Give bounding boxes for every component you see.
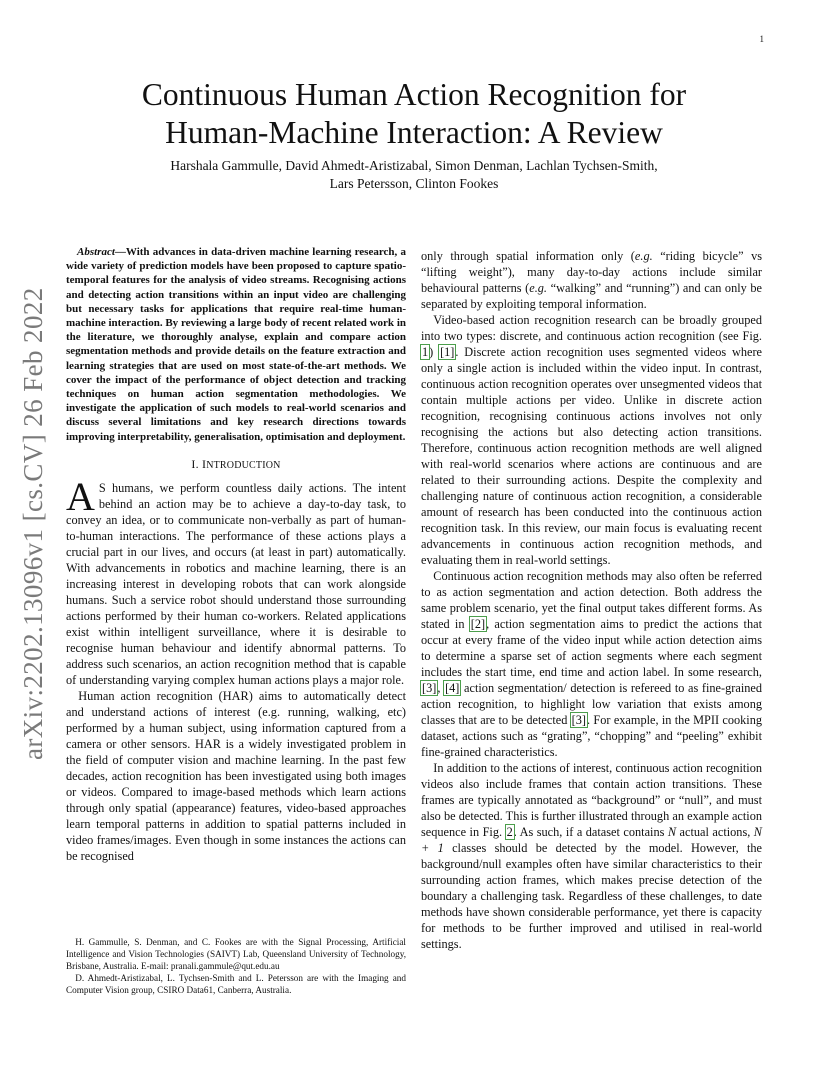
text-run: “riding bicycle” vs “lifting weight”), many day-to-day actions include similar behavioural patterns ( (421, 249, 762, 295)
intro-paragraph-1 (66, 473, 406, 688)
text-run-italic: e.g. (529, 281, 548, 295)
text-run: , (437, 681, 445, 695)
text-run: actual actions, (676, 825, 754, 839)
text-run: “walking” and “running”) and can only be separated by exploiting temporal information. (421, 281, 762, 311)
abstract-text: —With advances in data-driven machine learning research, a wide variety of prediction models have been proposed to capture spatio-temporal features for the analysis of video streams. Recognising actions and detecting action transitions within an input video are challenging but necessary tasks for applications that require real-time human-machine interaction. By reviewing a large body of recent related work in the literature, we thoroughly analyse, explain and compare action segmentation methods and provide details on the feature extraction and learning strategies that are used on most state-of-the-art methods. We cover the impact of the performance of object detection and tracking techniques on human action segmentation methodologies. We investigate the application of such models to real-world scenarios and discuss several limitations and key research directions towards improving interpretability, generalisation, optimisation and deployment. (66, 246, 406, 443)
text-run: only through spatial information only ( (421, 249, 635, 263)
text-run-italic: e.g. (634, 249, 653, 263)
abstract-lead: Abstract (77, 246, 115, 258)
text-run: action segmentation/ detection is refereed to as fine-grained action recognition, to highlight low variation that exists among classes that are to be detected (421, 681, 762, 727)
drop-cap: A (66, 473, 95, 519)
right-paragraph-4 (421, 760, 762, 952)
section-number: I. (191, 456, 199, 471)
right-paragraph-1 (421, 248, 762, 312)
citation-3-link[interactable]: [3] (422, 681, 437, 695)
intro-paragraph-2: Human action recognition (HAR) aims to automatically detect and understand actions of interest (e.g. running, walking, etc) performed by a human subject, using information captured from a camera or other sensors. HAR is a widely investigated problem in the field of computer vision and machine learning. In the past few decades, action recognition has been investigated using both images or videos. Compared to image-based methods which learn actions through only spatial (appearance) features, video-based approaches learn temporal patterns in addition to spatial patterns included in video frames/images. Even though in some instances the actions can be recognised (66, 688, 406, 863)
title-line-2: Human-Machine Interaction: A Review (165, 115, 663, 150)
author-list (80, 157, 748, 193)
footnote-affiliation-1: H. Gammulle, S. Denman, and C. Fookes are with the Signal Processing, Artificial Intelligence and Vision Technologies (SAIVT) Lab, Queensland University of Technology, Brisbane, Australia. E-mail: pranali.gammule@qut.edu.au (66, 937, 406, 971)
citation-2-link[interactable]: [2] (470, 617, 486, 631)
math-expression: N + 1 (421, 825, 762, 855)
abstract (66, 245, 406, 444)
title-line-1: Continuous Human Action Recognition for (141, 77, 687, 112)
math-variable: N (667, 825, 677, 839)
text-run: In addition to the actions of interest, continuous action recognition videos also include frames that contain action transitions. These frames are typically annotated as “background” or “null”, and must also be detected. This is further illustrated through an example action sequence in Fig. (421, 761, 762, 839)
figure-1-link[interactable]: 1 (422, 345, 429, 359)
text-run: classes should be detected by the model. However, the background/null examples often have similar characteristics to their surrounding action frames, which makes precise detection of the boundary a challenging task. Regardless of these challenges, to date methods have shown considerable performance, yet there is capacity for methods to be further improved and utilised in real-world settings. (421, 841, 762, 951)
citation-4-link[interactable]: [4] (445, 681, 460, 695)
right-paragraph-2 (421, 312, 762, 568)
section-title-rest: NTRODUCTION (206, 459, 281, 471)
authors-line-1: Harshala Gammulle, David Ahmedt-Aristizabal, Simon Denman, Lachlan Tychsen-Smith, (170, 158, 658, 173)
text-run: ) (429, 345, 440, 359)
text-run: Video-based action recognition research can be broadly grouped into two types: discrete, and continuous action recognition (see Fig. (421, 313, 762, 343)
citation-1-link[interactable]: [1] (440, 345, 455, 359)
page-number: 1 (759, 34, 764, 44)
text-run: . Discrete action recognition uses segmented videos where only a single action is included within the video input. In contrast, continuous action recognition operates over unsegmented videos that contain multiple actions per video. Unlike in discrete action recognition, recognising continuous actions involves not only recognising the actions but also detecting action transitions. Therefore, continuous action recognition methods are well aligned with real-world scenarios where actions are continuous and are related to their surrounding actions. Despite the complexity and challenging nature of continuous action recognition, a considerable amount of research has been conducted into the continuous action recognition task. In this review, our main focus is evaluating recent advancements in continuous action recognition methods, and evaluating them in real-world settings. (421, 345, 762, 567)
citation-3-link-repeat[interactable]: [3] (571, 713, 587, 727)
right-column (421, 248, 762, 952)
footnote-affiliation-2: D. Ahmedt-Aristizabal, L. Tychsen-Smith and L. Petersson are with the Imaging and Computer Vision group, CSIRO Data61, Canberra, Australia. (66, 973, 406, 995)
authors-line-2: Lars Petersson, Clinton Fookes (329, 176, 499, 191)
right-paragraph-3 (421, 568, 762, 760)
section-title-first: I (201, 456, 207, 471)
text-run: , action segmentation aims to predict the actions that occur at every frame of the video input while action detection aims to determine a sparse set of action segments where each segment includes the start time, end time and action label. In some research, (421, 617, 762, 679)
text-run: . For example, in the MPII cooking dataset, actions such as “grating”, “chopping” and “peeling” exhibit fine-grained characteristics. (421, 713, 762, 759)
text-run: . As such, if a dataset contains (513, 825, 668, 839)
intro-paragraph-1-text: S humans, we perform countless daily actions. The intent behind an action may be to achieve a day-to-day task, to convey an idea, or to communicate non-verbally as part of human-to-human interactions. The performance of these actions plays a crucial part in our lives, and occurs (at least in part) automatically. With advancements in robotics and machine learning, there is an increasing interest in developing robots that can work alongside humans. Such a service robot should understand those surrounding actions performed by their human co-workers. Related applications exist within intelligent surveillance, where it is desirable to recognise human behaviour and identify abnormal patterns. To address such scenarios, an action recognition method that is capable of understanding varying complex human actions plays a major role. (66, 480, 406, 687)
figure-2-link[interactable]: 2 (506, 825, 513, 839)
text-run: Continuous action recognition methods may also often be referred to as action segmentation and action detection. Both address the same problem scenario, yet the final output takes different forms. As stated in (421, 569, 762, 631)
left-column (66, 245, 406, 864)
paper-title (80, 76, 748, 152)
arxiv-stamp: arXiv:2202.13096v1 [cs.CV] 26 Feb 2022 (18, 287, 48, 760)
section-heading-introduction (66, 456, 406, 474)
footnotes (66, 936, 406, 996)
